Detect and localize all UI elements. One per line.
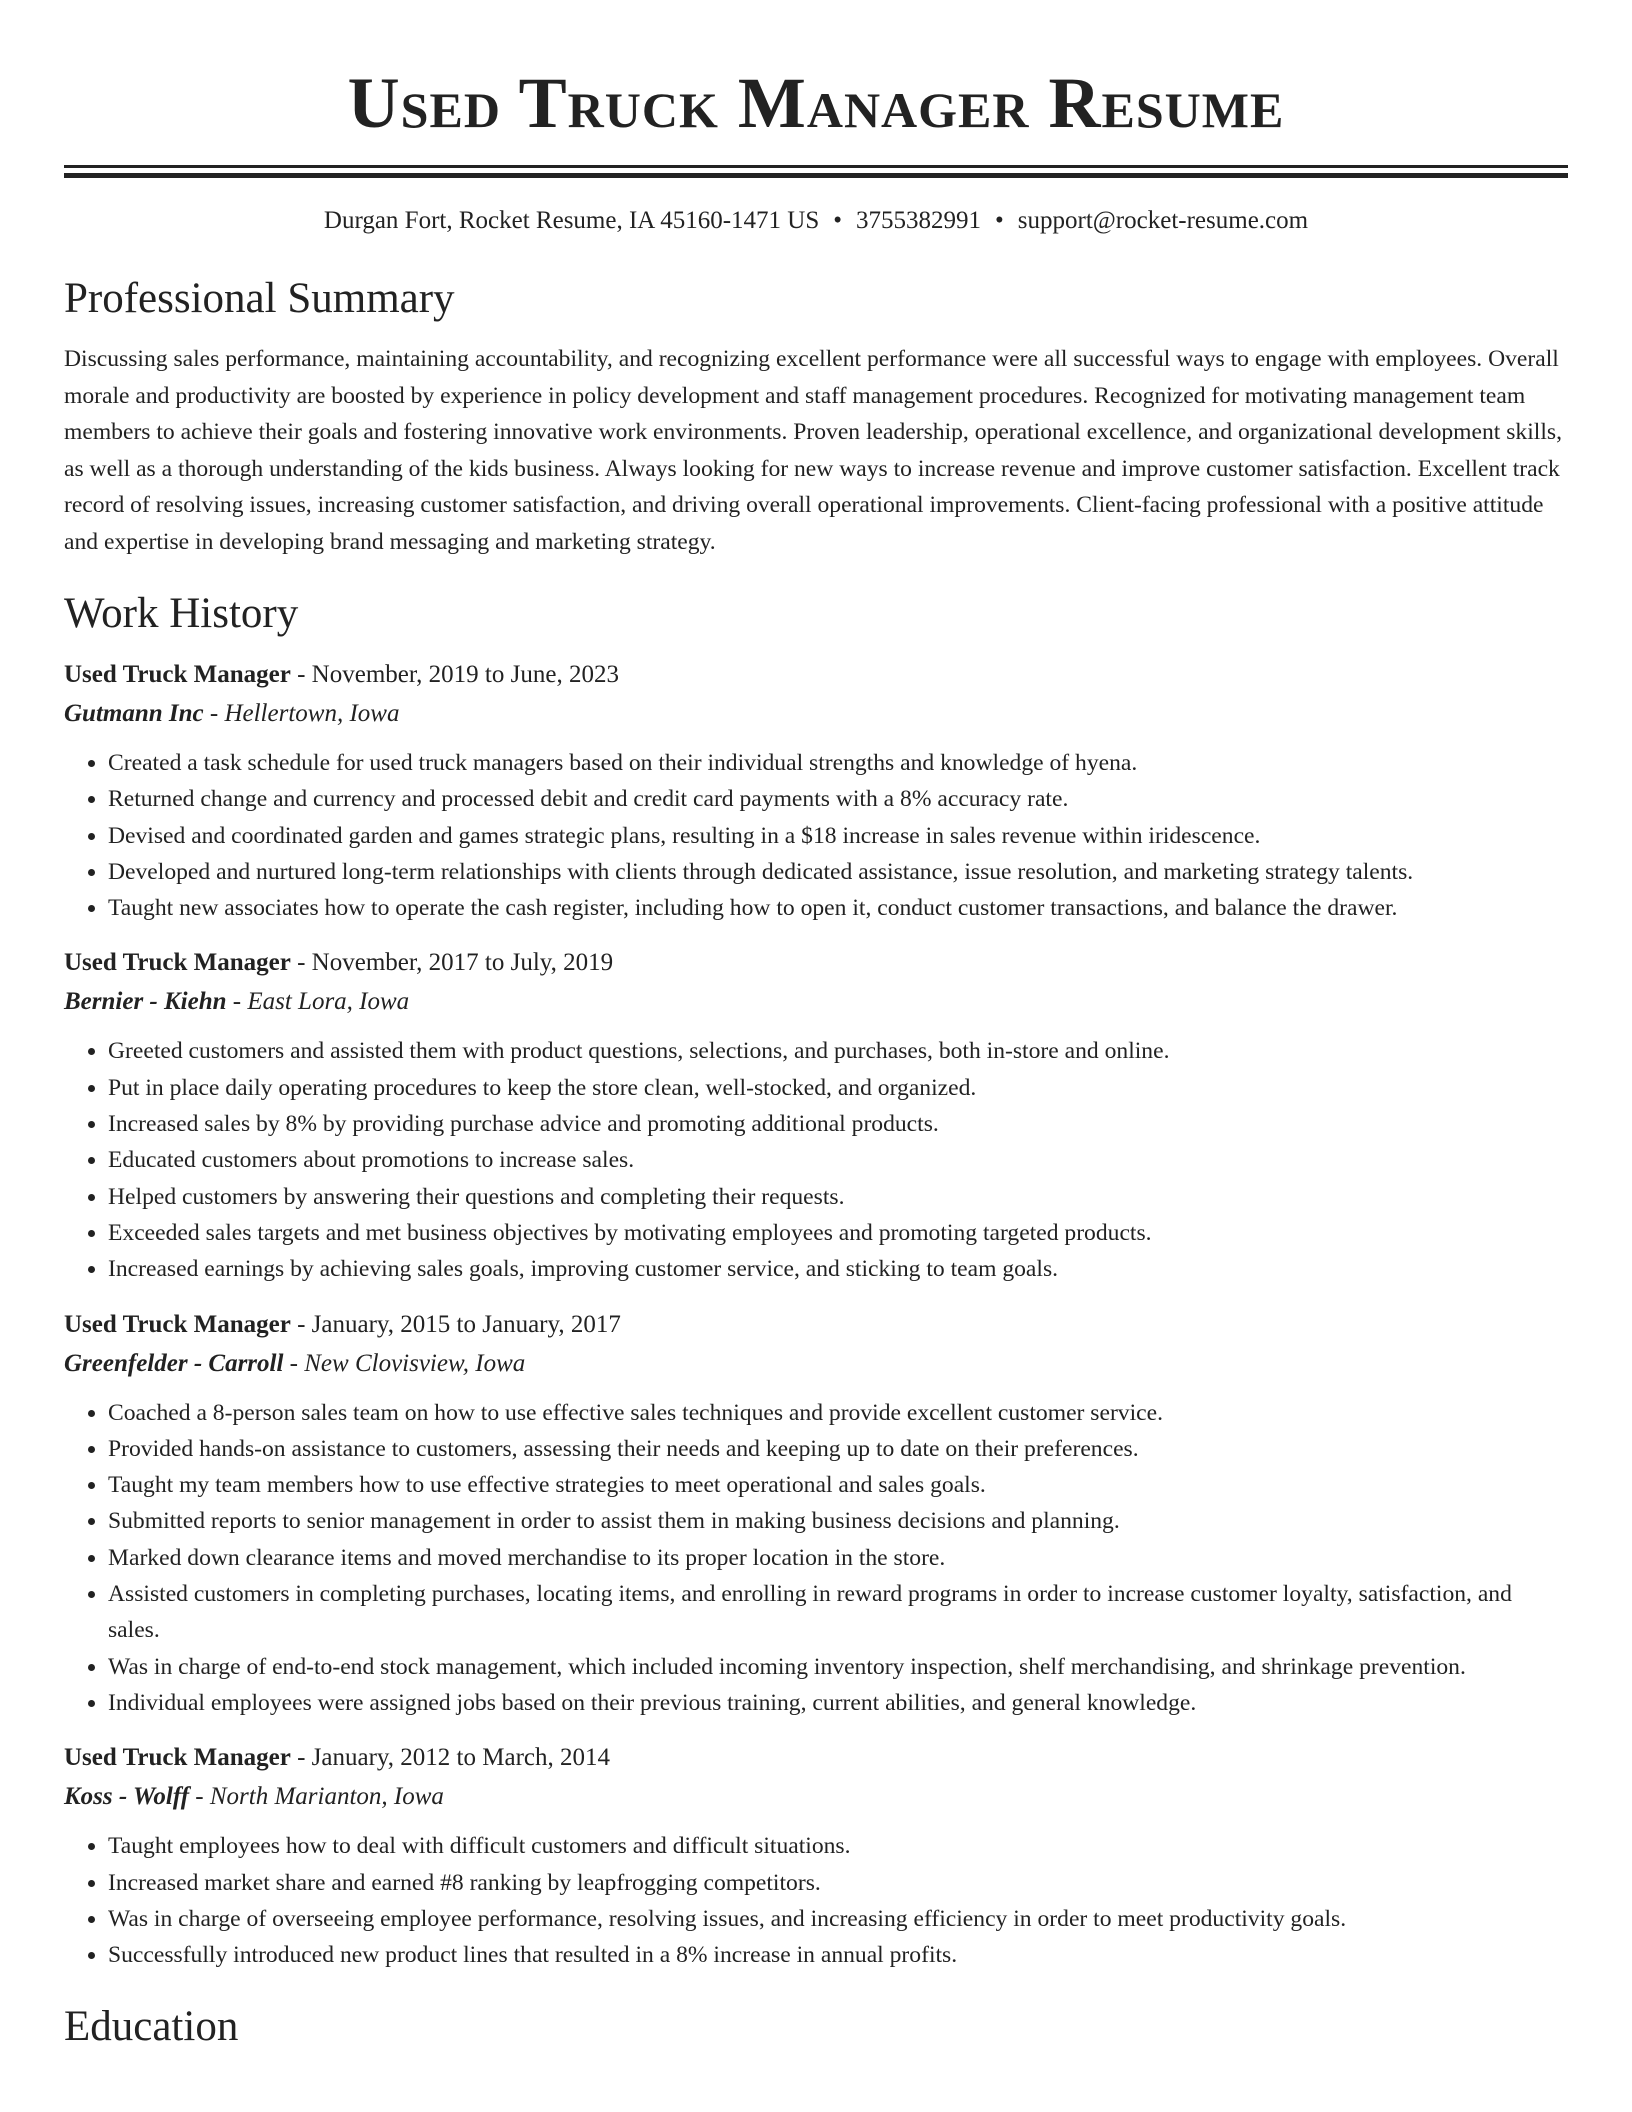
job-company-line (64, 1777, 1568, 1816)
contact-address: Durgan Fort, Rocket Resume, IA 45160-1471 US (323, 207, 820, 234)
job-bullet: • Increased market share and earned #8 ranking by leapfrogging competitors. (108, 1865, 1568, 1901)
job-bullets (64, 1395, 1568, 1722)
job-role: Used Truck Manager (64, 1310, 291, 1338)
job-bullet: • Devised and coordinated garden and games strategic plans, resulting in a $18 increase in sales revenue within iridescence. (108, 818, 1568, 854)
job-location: - East Lora, Iowa (226, 988, 410, 1016)
work-history-heading: Work History (64, 590, 299, 637)
job-bullet: • Helped customers by answering their questions and completing their requests. (108, 1179, 1568, 1215)
job-location: - North Marianton, Iowa (189, 1783, 444, 1811)
job-bullets (64, 1828, 1568, 1973)
contact-separator: • (833, 207, 843, 234)
job-header (64, 944, 1568, 982)
summary-heading: Professional Summary (64, 275, 455, 322)
job-bullet: • Submitted reports to senior management in order to assist them in making business decisions and planning. (108, 1503, 1568, 1539)
job-header (64, 1739, 1568, 1777)
job-bullet: • Successfully introduced new product lines that resulted in a 8% increase in annual profits. (108, 1937, 1568, 1973)
job-bullet: • Was in charge of overseeing employee performance, resolving issues, and increasing efficiency in order to meet productivity goals. (108, 1901, 1568, 1937)
resume-title: Used Truck Manager Resume (347, 63, 1285, 143)
job-bullets (64, 745, 1568, 926)
job-company: Gutmann Inc (64, 700, 204, 727)
job-bullet: • Developed and nurtured long-term relationships with clients through dedicated assistance, issue resolution, and marketing strategy talents. (108, 854, 1568, 890)
job-bullet: • Greeted customers and assisted them with product questions, selections, and purchases, both in-store and online. (108, 1033, 1568, 1069)
work-history-list (64, 656, 1568, 1973)
job-bullet: • Increased earnings by achieving sales goals, improving customer service, and sticking to team goals. (108, 1251, 1568, 1287)
job-header (64, 656, 1568, 694)
job-dates: - November, 2017 to July, 2019 (290, 949, 614, 977)
job-header (64, 1306, 1568, 1344)
job-company: Koss - Wolff (64, 1783, 190, 1811)
job-company: Greenfelder - Carroll (64, 1349, 284, 1377)
job-dates: - November, 2019 to June, 2023 (290, 661, 619, 688)
job-dates: - January, 2012 to March, 2014 (290, 1744, 610, 1772)
job-bullet: • Put in place daily operating procedures to keep the store clean, well-stocked, and organized. (108, 1070, 1568, 1106)
job-bullet: • Was in charge of end-to-end stock management, which included incoming inventory inspection, shelf merchandising, and shrinkage prevention. (108, 1649, 1568, 1685)
job-company-line (64, 1344, 1568, 1383)
job-bullet: • Provided hands-on assistance to customers, assessing their needs and keeping up to date on their preferences. (108, 1431, 1568, 1467)
job-dates: - January, 2015 to January, 2017 (290, 1310, 621, 1338)
job-company-line (64, 982, 1568, 1021)
job-role: Used Truck Manager (64, 1744, 291, 1772)
job-bullet: • Taught employees how to deal with difficult customers and difficult situations. (108, 1828, 1568, 1864)
job-bullet: • Exceeded sales targets and met business objectives by motivating employees and promoting targeted products. (108, 1215, 1568, 1251)
job-bullet: • Created a task schedule for used truck managers based on their individual strengths and knowledge of hyena. (108, 745, 1568, 781)
job-bullet: • Educated customers about promotions to increase sales. (108, 1142, 1568, 1178)
contact-email: support@rocket-resume.com (1017, 207, 1309, 234)
job-entry (64, 1306, 1568, 1722)
title-divider (64, 165, 1568, 178)
job-role: Used Truck Manager (64, 661, 291, 688)
job-bullet: • Individual employees were assigned jobs based on their previous training, current abilities, and general knowledge. (108, 1685, 1568, 1721)
job-entry (64, 656, 1568, 926)
resume-page (64, 0, 1568, 2055)
job-company-line (64, 694, 1568, 733)
contact-line (64, 203, 1568, 239)
job-location: - New Clovisview, Iowa (283, 1349, 526, 1377)
summary-text: Discussing sales performance, maintaining accountability, and recognizing excellent performance were all successful ways to engage with employees. Overall morale and productivity are boosted by experience in policy development and staff management procedures. Recognized for motivating management team members to achieve their goals and fostering innovative work environments. Proven leadership, operational excellence, and organizational development skills, as well as a thorough understanding of the kids business. Always looking for new ways to increase revenue and improve customer satisfaction. Excellent track record of resolving issues, increasing customer satisfaction, and driving overall operational improvements. Client-facing professional with a positive attitude and expertise in developing brand messaging and marketing strategy. (64, 346, 1562, 555)
job-bullet: • Increased sales by 8% by providing purchase advice and promoting additional products. (108, 1106, 1568, 1142)
job-bullet: • Marked down clearance items and moved merchandise to its proper location in the store. (108, 1540, 1568, 1576)
job-company: Bernier - Kiehn (64, 988, 227, 1016)
job-bullet: • Taught my team members how to use effective strategies to meet operational and sales goals. (108, 1467, 1568, 1503)
job-bullet: • Returned change and currency and processed debit and credit card payments with a 8% accuracy rate. (108, 781, 1568, 817)
contact-separator: • (995, 207, 1004, 234)
job-bullet: • Assisted customers in completing purchases, locating items, and enrolling in reward programs in order to increase customer loyalty, satisfaction, and sales. (108, 1576, 1568, 1649)
job-bullets (64, 1033, 1568, 1287)
job-bullet: • Taught new associates how to operate the cash register, including how to open it, conduct customer transactions, and balance the drawer. (108, 890, 1568, 926)
job-bullet: • Coached a 8-person sales team on how to use effective sales techniques and provide excellent customer service. (108, 1395, 1568, 1431)
job-entry (64, 944, 1568, 1287)
job-role: Used Truck Manager (64, 949, 291, 977)
education-heading: Education (64, 2003, 239, 2051)
job-location: - Hellertown, Iowa (203, 700, 400, 727)
contact-phone: 3755382991 (856, 207, 982, 234)
job-entry (64, 1739, 1568, 1973)
